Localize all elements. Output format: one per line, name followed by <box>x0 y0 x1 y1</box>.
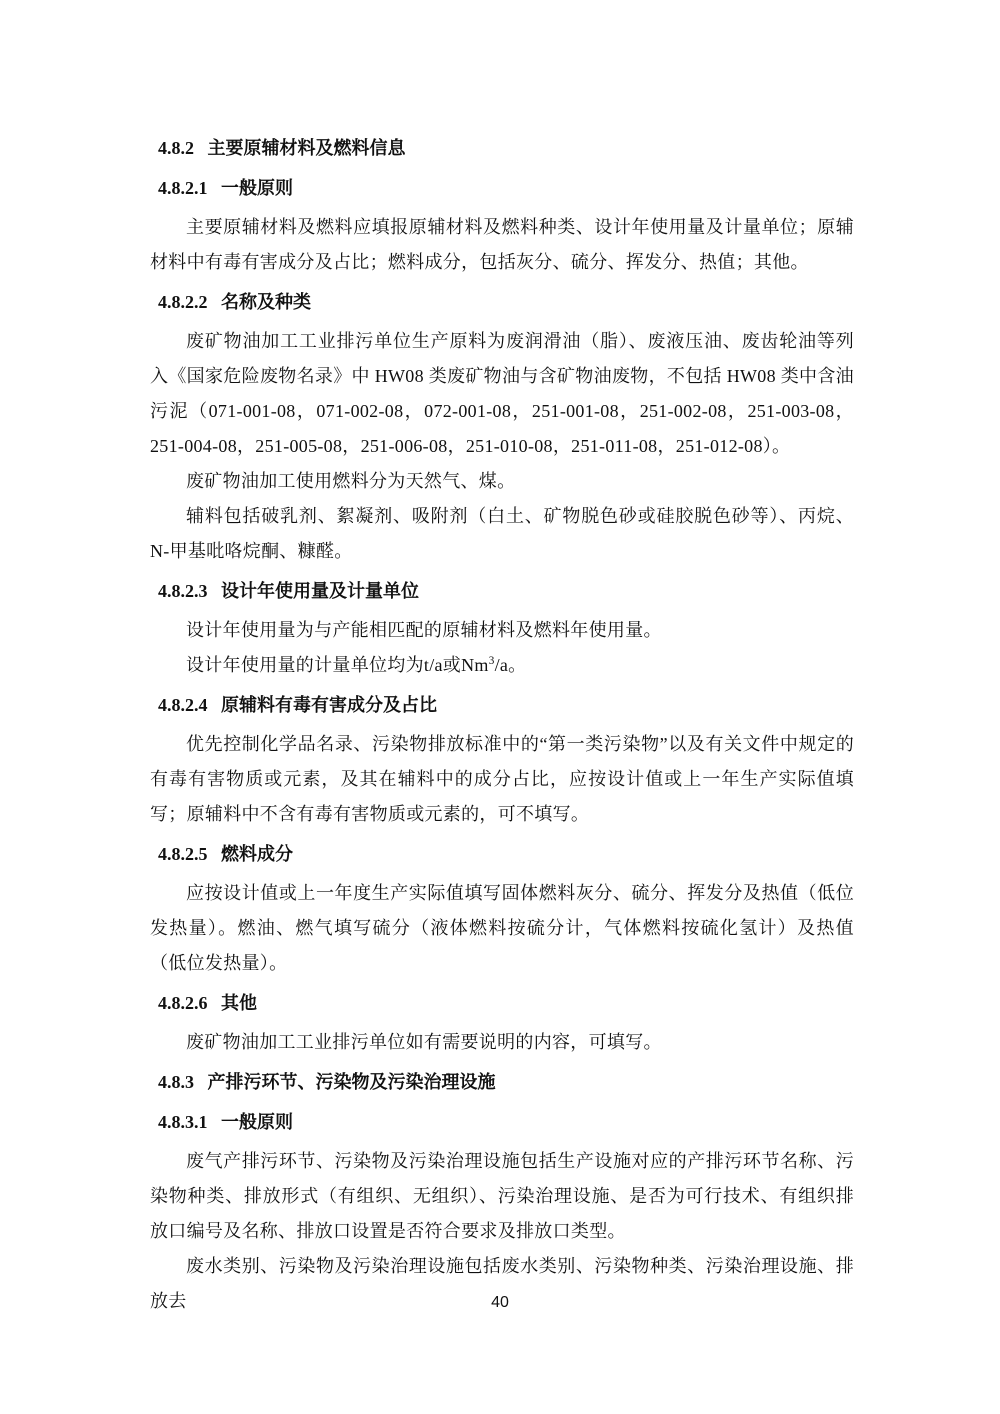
section-heading-4-8-2-2 <box>150 285 854 320</box>
paragraph: 优先控制化学品名录、污染物排放标准中的“第一类污染物”以及有关文件中规定的有毒有害物质或元素，及其在辅料中的成分占比，应按设计值或上一年生产实际值填写；原辅料中不含有毒有害物质或元素的，可不填写。 <box>150 734 854 824</box>
section-heading-4-8-2-5 <box>150 837 854 872</box>
heading-title: 一般原则 <box>221 1112 293 1132</box>
heading-number: 4.8.2.2 <box>158 292 208 312</box>
heading-title: 原辅料有毒有害成分及占比 <box>221 695 437 715</box>
document-content <box>150 126 854 1319</box>
paragraph: 应按设计值或上一年度生产实际值填写固体燃料灰分、硫分、挥发分及热值（低位发热量）。燃油、燃气填写硫分（液体燃料按硫分计，气体燃料按硫化氢计）及热值（低位发热量）。 <box>150 883 854 973</box>
unit-text-post: /a。 <box>494 655 527 675</box>
heading-number: 4.8.2.6 <box>158 993 208 1013</box>
section-heading-4-8-3 <box>150 1065 854 1100</box>
section-heading-4-8-2-6 <box>150 986 854 1021</box>
heading-number: 4.8.2.1 <box>158 178 208 198</box>
paragraph: 辅料包括破乳剂、絮凝剂、吸附剂（白土、矿物脱色砂或硅胶脱色砂等）、丙烷、N-甲基吡咯烷酮、糠醛。 <box>150 506 854 561</box>
section-heading-4-8-2-3 <box>150 574 854 609</box>
section-heading-4-8-2-1 <box>150 171 854 206</box>
heading-number: 4.8.2.4 <box>158 695 208 715</box>
heading-number: 4.8.3 <box>158 1072 194 1092</box>
paragraph-unit-line <box>150 648 854 683</box>
paragraph: 废气产排污环节、污染物及污染治理设施包括生产设施对应的产排污环节名称、污染物种类、排放形式（有组织、无组织）、污染治理设施、是否为可行技术、有组织排放口编号及名称、排放口设置是否符合要求及排放口类型。 <box>150 1151 854 1241</box>
section-4-8-3-1 <box>150 1105 854 1319</box>
heading-title: 燃料成分 <box>221 844 293 864</box>
section-4-8-2-5 <box>150 837 854 981</box>
section-heading-4-8-2 <box>150 131 854 166</box>
section-4-8-2-1 <box>150 171 854 280</box>
section-4-8-2-2 <box>150 285 854 569</box>
heading-number: 4.8.2.3 <box>158 581 208 601</box>
heading-title: 其他 <box>221 993 257 1013</box>
paragraph: 废水类别、污染物及污染治理设施包括废水类别、污染物种类、污染治理设施、排放去 <box>150 1256 854 1311</box>
paragraph: 废矿物油加工使用燃料分为天然气、煤。 <box>186 471 516 491</box>
heading-number: 4.8.2.5 <box>158 844 208 864</box>
heading-title: 名称及种类 <box>221 292 311 312</box>
unit-superscript: 3 <box>488 655 495 667</box>
paragraph: 主要原辅材料及燃料应填报原辅材料及燃料种类、设计年使用量及计量单位；原辅材料中有毒有害成分及占比；燃料成分，包括灰分、硫分、挥发分、热值；其他。 <box>150 217 854 272</box>
heading-number: 4.8.3.1 <box>158 1112 208 1132</box>
section-4-8-3 <box>150 1065 854 1100</box>
section-4-8-2-6 <box>150 986 854 1060</box>
heading-number: 4.8.2 <box>158 138 194 158</box>
section-4-8-2-3 <box>150 574 854 683</box>
section-4-8-2-4 <box>150 688 854 832</box>
section-heading-4-8-2-4 <box>150 688 854 723</box>
section-heading-4-8-3-1 <box>150 1105 854 1140</box>
section-4-8-2 <box>150 131 854 166</box>
paragraph: 废矿物油加工工业排污单位如有需要说明的内容，可填写。 <box>186 1032 662 1052</box>
heading-title: 设计年使用量及计量单位 <box>221 581 419 601</box>
unit-text-pre: 设计年使用量的计量单位均为t/a或Nm <box>186 655 489 675</box>
page-number: 40 <box>491 1294 509 1311</box>
paragraph: 废矿物油加工工业排污单位生产原料为废润滑油（脂）、废液压油、废齿轮油等列入《国家危险废物名录》中 HW08 类废矿物油与含矿物油废物，不包括 HW08 类中含油污泥（071-001-08，071-002-08，072-001-08，251-001-08，251-002-08，251-003-08，251-004-08，251-005-08，251-006-08，251-010-08，251-011-08，251-012-08）。 <box>150 331 854 456</box>
paragraph: 设计年使用量为与产能相匹配的原辅材料及燃料年使用量。 <box>186 620 662 640</box>
heading-title: 一般原则 <box>221 178 293 198</box>
heading-title: 主要原辅材料及燃料信息 <box>207 138 406 158</box>
heading-title: 产排污环节、污染物及污染治理设施 <box>207 1072 496 1092</box>
